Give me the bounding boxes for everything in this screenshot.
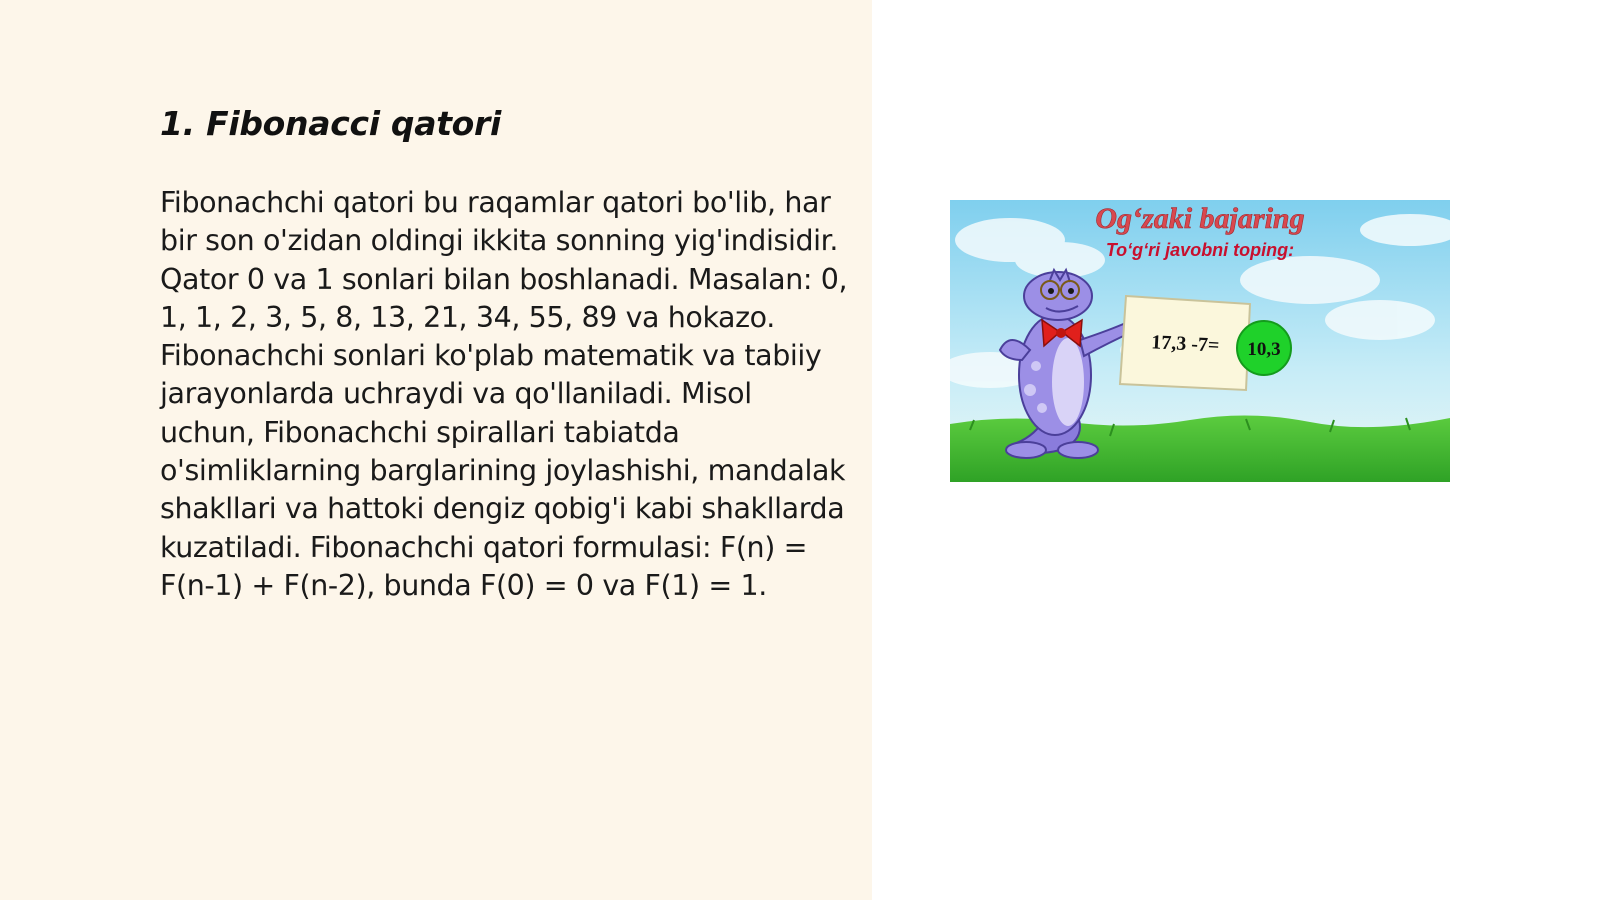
math-expression: 17,3 -7= [1150, 331, 1220, 357]
picture-subheading: To‘g‘ri javobni toping: [1105, 240, 1295, 260]
answer-badge [1237, 321, 1291, 375]
answer-value: 10,3 [1247, 339, 1281, 360]
answer-card [1120, 296, 1250, 390]
slide-title: 1. Fibonacci qatori [160, 104, 502, 143]
picture-heading: Og‘zaki bajaring [1095, 202, 1305, 235]
slide-body-text: Fibonachchi qatori bu raqamlar qatori bo'lib, har bir son o'zidan oldingi ikkita sonning yig'indisidir. Qator 0 va 1 sonlari bilan boshlanadi. Masalan: 0, 1, 1, 2, 3, 5, 8, 13, 21, 34, 55, 89 va hokazo. Fibonachchi sonlari ko'plab matematik va tabiiy jarayonlarda uchraydi va qo'llaniladi. Misol uchun, Fibonachchi spirallari tabiatda o'simliklarning barglarining joylashishi, mandalak shakllari va hattoki dengiz qobig'i kabi shakllarda kuzatiladi. Fibonachchi qatori formulasi: F(n) = F(n-1) + F(n-2), bunda F(0) = 0 va F(1) = 1. [160, 186, 848, 602]
quiz-illustration [950, 200, 1450, 482]
quiz-picture [950, 200, 1450, 482]
